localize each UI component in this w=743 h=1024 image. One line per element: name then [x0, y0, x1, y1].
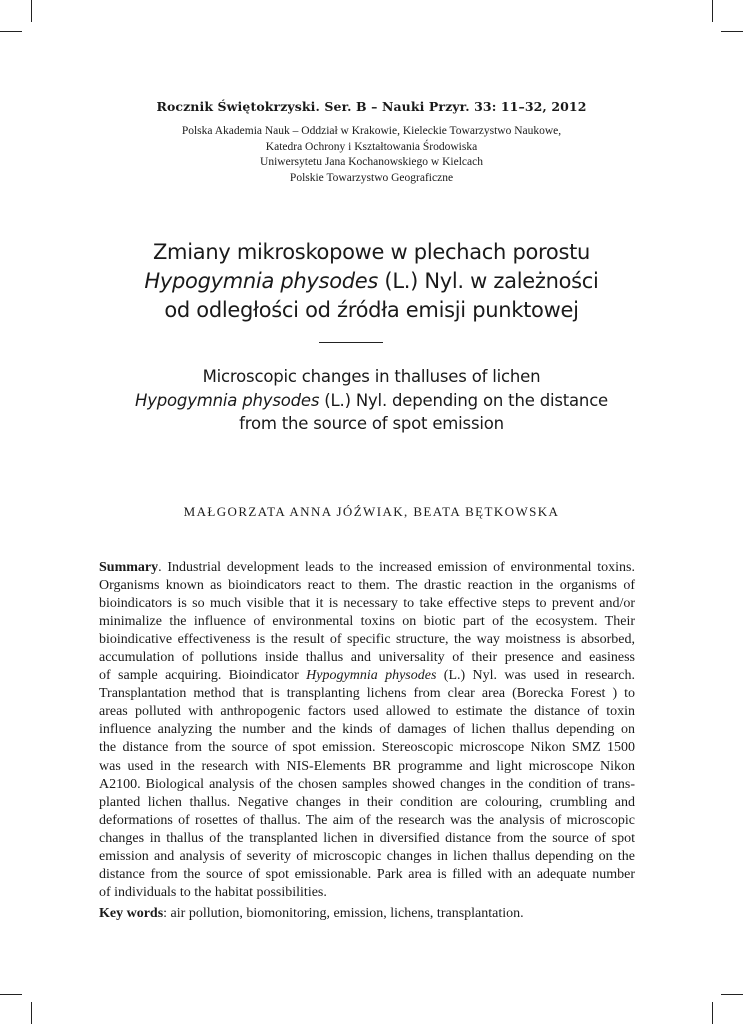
species-name: Hypogymnia physodes	[144, 269, 379, 293]
title-polish	[0, 238, 743, 325]
title-english-line: Microscopic changes in thalluses of lichen	[202, 367, 541, 386]
summary-line: influence analyzing the number and the kinds of damages of lichen thallus depending on	[99, 722, 635, 738]
summary-line: deformations of rosettes of thallus. The aim of the research was the analysis of microscopic	[99, 812, 635, 828]
summary-line: was used in the research with NIS-Elements BR programme and light microscope Nikon	[99, 758, 635, 774]
summary-line: minimalize the influence of environmental toxins on biotic part of the ecosystem. Their	[99, 614, 635, 630]
crop-mark	[31, 1002, 32, 1024]
crop-mark	[712, 1002, 713, 1024]
title-polish-line: Zmiany mikroskopowe w plechach porostu	[152, 240, 591, 264]
crop-mark	[712, 0, 713, 22]
summary-line: distance from the source of spot emissionable. Park area is filled with an adequate number	[99, 866, 635, 882]
summary-line: of individuals to the habitat possibilities.	[99, 884, 327, 900]
summary-paragraph	[99, 559, 635, 902]
title-polish-line: od odległości od źródła emisji punktowej	[164, 298, 579, 322]
summary-line: accumulation of pollutions inside thallus and universality of their presence and easiness	[99, 650, 635, 666]
crop-mark	[0, 31, 22, 32]
summary-label: Summary	[99, 560, 159, 575]
summary-line: planted lichen thallus. Negative changes in their condition are colouring, crumbling and	[99, 794, 635, 810]
keywords-text: : air pollution, biomonitoring, emission, lichens, transplantation.	[163, 906, 524, 921]
title-english-line	[0, 389, 743, 413]
title-polish-line	[0, 267, 743, 296]
species-name: Hypogymnia physodes	[134, 390, 320, 410]
title-english	[0, 365, 743, 436]
affiliation-line: Katedra Ochrony i Kształtowania Środowiska	[265, 140, 478, 153]
crop-mark	[31, 0, 32, 22]
crop-mark	[721, 994, 743, 995]
title-english-text: (L.) Nyl. depending on the distance	[319, 390, 609, 410]
affiliation-line: Polskie Towarzystwo Geograficzne	[289, 171, 454, 184]
summary-line: Summary. Industrial development leads to the increased emission of environmental toxins.	[99, 560, 635, 575]
affiliations	[0, 124, 743, 186]
summary-line: the distance from the source of spot emission. Stereoscopic microscope Nikon SMZ 1500	[99, 740, 635, 756]
summary-line: Organisms known as bioindicators react to them. The drastic reaction in the organisms of	[99, 578, 635, 594]
summary-line: bioindicative effectiveness is the result of specific structure, the way moistness is absorbed,	[99, 632, 635, 648]
journal-citation: Rocznik Świętokrzyski. Ser. B – Nauki Przyr. 33: 11–32, 2012	[156, 99, 587, 114]
title-polish-text: (L.) Nyl. w zależności	[378, 269, 599, 293]
authors: MAŁGORZATA ANNA JÓŹWIAK, BEATA BĘTKOWSKA	[183, 504, 560, 519]
affiliation-line: Polska Akademia Nauk – Oddział w Krakowie, Kieleckie Towarzystwo Naukowe,	[181, 125, 562, 137]
summary-line: of sample acquiring. Bioindicator Hypogymnia physodes (L.) Nyl. was used in research.	[99, 668, 635, 684]
summary-line: changes in thallus of the transplanted lichen in diversified distance from the source of spot	[99, 830, 635, 846]
crop-mark	[0, 994, 22, 995]
keywords-label: Key words	[99, 906, 164, 921]
summary-line: emission and analysis of severity of microscopic changes in lichen thallus depending on the	[99, 848, 635, 864]
species-name: Hypogymnia physodes	[306, 668, 437, 684]
keywords	[99, 906, 635, 922]
crop-mark	[721, 31, 743, 32]
summary-line: areas polluted with anthropogenic factors used allowed to estimate the distance of toxin	[99, 704, 635, 720]
summary-line: bioindicators is so much visible that it is necessary to take effective steps to prevent and/or	[99, 596, 635, 612]
title-divider	[319, 342, 383, 343]
title-english-line: from the source of spot emission	[239, 414, 504, 433]
affiliation-line: Uniwersytetu Jana Kochanowskiego w Kielcach	[260, 156, 483, 168]
summary-line: A2100. Biological analysis of the chosen samples showed changes in the condition of trans-	[99, 776, 635, 792]
summary-line: Transplantation method that is transplanting lichens from clear area (Borecka Forest ) to	[99, 686, 635, 702]
